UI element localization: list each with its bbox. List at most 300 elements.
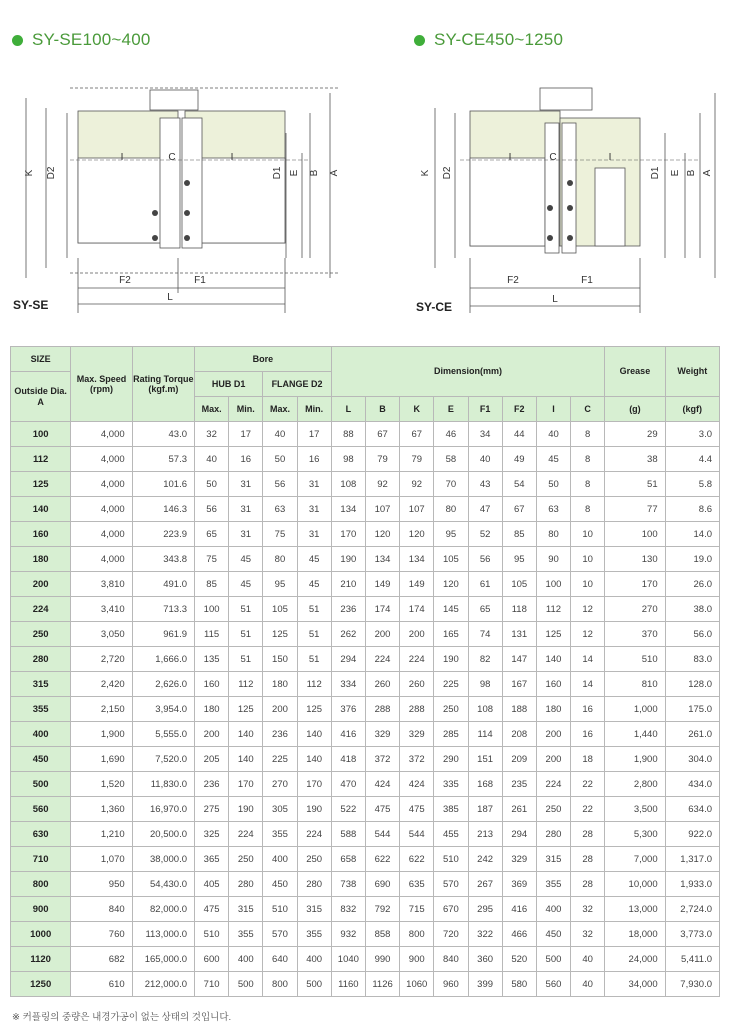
header-dimension: Dimension(mm): [331, 347, 605, 397]
table-cell: 329: [502, 847, 536, 872]
table-cell: 112: [536, 597, 570, 622]
dim-label-d2: D2: [46, 166, 57, 180]
table-cell: 46: [434, 422, 468, 447]
table-cell: 40: [536, 422, 570, 447]
table-cell: 5,300: [605, 822, 665, 847]
table-cell: 140: [536, 647, 570, 672]
table-cell: 61: [468, 572, 502, 597]
table-cell: 690: [365, 872, 399, 897]
dim-label-a: A: [702, 169, 713, 177]
size-cell: 160: [11, 522, 71, 547]
header-weight: Weight: [665, 347, 719, 397]
table-cell: 149: [365, 572, 399, 597]
table-cell: 810: [605, 672, 665, 697]
table-cell: 160: [195, 672, 229, 697]
table-cell: 108: [331, 472, 365, 497]
header-grease-unit: (g): [605, 397, 665, 422]
table-cell: 200: [365, 622, 399, 647]
table-cell: 294: [331, 647, 365, 672]
table-row: [11, 847, 720, 872]
table-cell: 29: [605, 422, 665, 447]
table-cell: 2,800: [605, 772, 665, 797]
table-cell: 1,666.0: [132, 647, 194, 672]
table-cell: 45: [536, 447, 570, 472]
header-dim-e: E: [434, 397, 468, 422]
table-cell: 570: [434, 872, 468, 897]
size-cell: 180: [11, 547, 71, 572]
table-cell: 38,000.0: [132, 847, 194, 872]
table-cell: 28: [571, 847, 605, 872]
series-title-ce-text: SY-CE450~1250: [434, 30, 564, 49]
table-cell: 224: [536, 772, 570, 797]
table-cell: 54,430.0: [132, 872, 194, 897]
table-cell: 760: [71, 922, 132, 947]
header-size: SIZE: [11, 347, 71, 372]
table-cell: 600: [195, 947, 229, 972]
size-cell: 100: [11, 422, 71, 447]
table-cell: 67: [502, 497, 536, 522]
table-cell: 840: [71, 897, 132, 922]
table-cell: 90: [536, 547, 570, 572]
table-cell: 113,000.0: [132, 922, 194, 947]
table-cell: 682: [71, 947, 132, 972]
table-row: [11, 947, 720, 972]
table-cell: 334: [331, 672, 365, 697]
table-cell: 236: [195, 772, 229, 797]
table-cell: 105: [434, 547, 468, 572]
table-cell: 510: [434, 847, 468, 872]
table-cell: 112: [297, 672, 331, 697]
header-dim-c: C: [571, 397, 605, 422]
table-cell: 92: [400, 472, 434, 497]
table-cell: 424: [365, 772, 399, 797]
table-cell: 475: [365, 797, 399, 822]
table-cell: 82: [468, 647, 502, 672]
table-row: [11, 597, 720, 622]
table-cell: 325: [195, 822, 229, 847]
table-cell: 355: [536, 872, 570, 897]
table-cell: 105: [502, 572, 536, 597]
table-cell: 85: [195, 572, 229, 597]
size-cell: 1250: [11, 972, 71, 997]
table-cell: 180: [536, 697, 570, 722]
table-cell: 8: [571, 472, 605, 497]
table-cell: 250: [536, 797, 570, 822]
table-cell: 1,317.0: [665, 847, 719, 872]
table-cell: 43: [468, 472, 502, 497]
table-row: [11, 572, 720, 597]
table-cell: 65: [468, 597, 502, 622]
table-cell: 95: [502, 547, 536, 572]
table-cell: 290: [434, 747, 468, 772]
table-cell: 100: [195, 597, 229, 622]
bullet-dot-icon: [414, 35, 425, 46]
table-cell: 31: [229, 522, 263, 547]
table-cell: 2,724.0: [665, 897, 719, 922]
table-cell: 170: [331, 522, 365, 547]
table-cell: 1,360: [71, 797, 132, 822]
table-cell: 125: [297, 697, 331, 722]
header-hub-min: Min.: [229, 397, 263, 422]
table-row: [11, 622, 720, 647]
table-cell: 544: [400, 822, 434, 847]
table-cell: 19.0: [665, 547, 719, 572]
table-cell: 4,000: [71, 522, 132, 547]
table-cell: 50: [195, 472, 229, 497]
size-cell: 355: [11, 697, 71, 722]
table-cell: 49: [502, 447, 536, 472]
table-cell: 80: [263, 547, 297, 572]
table-cell: 34: [468, 422, 502, 447]
table-cell: 190: [229, 797, 263, 822]
table-cell: 236: [263, 722, 297, 747]
table-cell: 275: [195, 797, 229, 822]
table-cell: 190: [331, 547, 365, 572]
table-cell: 434.0: [665, 772, 719, 797]
table-cell: 7,520.0: [132, 747, 194, 772]
size-cell: 450: [11, 747, 71, 772]
table-cell: 40: [195, 447, 229, 472]
table-cell: 250: [229, 847, 263, 872]
table-cell: 31: [229, 497, 263, 522]
table-cell: 3,500: [605, 797, 665, 822]
size-cell: 1120: [11, 947, 71, 972]
dim-label-f2: F2: [507, 275, 519, 286]
table-cell: 20,500.0: [132, 822, 194, 847]
table-cell: 12: [571, 597, 605, 622]
table-cell: 65: [195, 522, 229, 547]
table-cell: 715: [400, 897, 434, 922]
table-cell: 209: [502, 747, 536, 772]
table-cell: 11,830.0: [132, 772, 194, 797]
table-cell: 187: [468, 797, 502, 822]
table-cell: 167: [502, 672, 536, 697]
table-cell: 360: [468, 947, 502, 972]
size-cell: 800: [11, 872, 71, 897]
table-cell: 369: [502, 872, 536, 897]
table-cell: 10: [571, 547, 605, 572]
table-row: [11, 522, 720, 547]
table-cell: 610: [71, 972, 132, 997]
table-cell: 168: [468, 772, 502, 797]
header-dim-l: L: [331, 397, 365, 422]
dim-label-k: K: [24, 169, 35, 177]
dim-label-d1: D1: [650, 166, 661, 180]
table-cell: 544: [365, 822, 399, 847]
table-cell: 800: [400, 922, 434, 947]
table-cell: 315: [536, 847, 570, 872]
table-cell: 280: [229, 872, 263, 897]
table-cell: 5,555.0: [132, 722, 194, 747]
coupling-diagram-se: [10, 78, 355, 323]
table-cell: 17: [229, 422, 263, 447]
table-cell: 1160: [331, 972, 365, 997]
table-cell: 900: [400, 947, 434, 972]
diagram-label-ce: SY-CE: [416, 300, 453, 314]
table-cell: 800: [263, 972, 297, 997]
table-cell: 190: [297, 797, 331, 822]
table-cell: 50: [536, 472, 570, 497]
table-cell: 170: [605, 572, 665, 597]
table-cell: 45: [229, 547, 263, 572]
table-cell: 2,720: [71, 647, 132, 672]
size-cell: 112: [11, 447, 71, 472]
table-cell: 570: [263, 922, 297, 947]
table-cell: 128.0: [665, 672, 719, 697]
table-cell: 400: [229, 947, 263, 972]
table-cell: 1060: [400, 972, 434, 997]
table-row: [11, 672, 720, 697]
table-cell: 51: [229, 647, 263, 672]
table-cell: 372: [365, 747, 399, 772]
table-cell: 79: [365, 447, 399, 472]
table-cell: 98: [468, 672, 502, 697]
table-cell: 22: [571, 797, 605, 822]
table-cell: 170: [297, 772, 331, 797]
table-cell: 79: [400, 447, 434, 472]
table-cell: 224: [365, 647, 399, 672]
table-cell: 315: [229, 897, 263, 922]
table-cell: 24,000: [605, 947, 665, 972]
table-cell: 634.0: [665, 797, 719, 822]
series-title-se: [12, 30, 151, 50]
header-dim-i: I: [536, 397, 570, 422]
table-cell: 588: [331, 822, 365, 847]
table-cell: 1,210: [71, 822, 132, 847]
table-cell: 510: [263, 897, 297, 922]
table-cell: 38: [605, 447, 665, 472]
table-cell: 175.0: [665, 697, 719, 722]
dim-label-i-right: I: [230, 152, 234, 163]
header-flange-max: Max.: [263, 397, 297, 422]
table-cell: 125: [536, 622, 570, 647]
table-cell: 200: [263, 697, 297, 722]
table-cell: 174: [365, 597, 399, 622]
table-cell: 10: [571, 522, 605, 547]
table-row: [11, 747, 720, 772]
table-row: [11, 722, 720, 747]
size-cell: 250: [11, 622, 71, 647]
table-cell: 45: [297, 572, 331, 597]
table-cell: 100: [605, 522, 665, 547]
table-cell: 522: [331, 797, 365, 822]
size-cell: 200: [11, 572, 71, 597]
table-cell: 223.9: [132, 522, 194, 547]
table-row: [11, 497, 720, 522]
table-cell: 335: [434, 772, 468, 797]
table-cell: 329: [400, 722, 434, 747]
table-cell: 112: [229, 672, 263, 697]
table-cell: 560: [536, 972, 570, 997]
table-cell: 2,626.0: [132, 672, 194, 697]
table-cell: 225: [263, 747, 297, 772]
table-row: [11, 447, 720, 472]
table-cell: 160: [536, 672, 570, 697]
table-cell: 140: [297, 722, 331, 747]
table-cell: 3,810: [71, 572, 132, 597]
table-cell: 190: [434, 647, 468, 672]
table-cell: 450: [263, 872, 297, 897]
table-cell: 640: [263, 947, 297, 972]
table-cell: 88: [331, 422, 365, 447]
table-cell: 170: [229, 772, 263, 797]
table-cell: 151: [468, 747, 502, 772]
table-cell: 416: [502, 897, 536, 922]
dim-label-f1: F1: [581, 275, 593, 286]
table-cell: 165,000.0: [132, 947, 194, 972]
table-cell: 322: [468, 922, 502, 947]
table-cell: 250: [297, 847, 331, 872]
dim-label-i-right: I: [608, 152, 612, 163]
table-cell: 13,000: [605, 897, 665, 922]
table-cell: 355: [297, 922, 331, 947]
table-cell: 188: [502, 697, 536, 722]
dim-label-a: A: [329, 169, 340, 177]
table-cell: 1,520: [71, 772, 132, 797]
table-cell: 134: [400, 547, 434, 572]
table-cell: 10: [571, 572, 605, 597]
table-cell: 500: [536, 947, 570, 972]
table-cell: 26.0: [665, 572, 719, 597]
table-cell: 4,000: [71, 422, 132, 447]
table-cell: 280: [297, 872, 331, 897]
table-cell: 51: [297, 597, 331, 622]
table-cell: 14: [571, 672, 605, 697]
table-cell: 28: [571, 822, 605, 847]
table-cell: 40: [468, 447, 502, 472]
table-cell: 45: [297, 547, 331, 572]
table-cell: 858: [365, 922, 399, 947]
header-torque: Rating Torque (kgf.m): [132, 347, 194, 422]
table-cell: 400: [263, 847, 297, 872]
dim-label-f2: F2: [119, 275, 131, 286]
table-cell: 31: [297, 472, 331, 497]
table-row: [11, 797, 720, 822]
table-cell: 4,000: [71, 447, 132, 472]
table-cell: 2,150: [71, 697, 132, 722]
table-cell: 329: [365, 722, 399, 747]
table-cell: 510: [195, 922, 229, 947]
table-cell: 4,000: [71, 472, 132, 497]
table-cell: 98: [331, 447, 365, 472]
table-cell: 31: [229, 472, 263, 497]
table-cell: 51: [297, 647, 331, 672]
table-cell: 658: [331, 847, 365, 872]
table-cell: 58: [434, 447, 468, 472]
table-cell: 67: [365, 422, 399, 447]
table-cell: 343.8: [132, 547, 194, 572]
dim-label-b: B: [309, 169, 320, 177]
size-cell: 280: [11, 647, 71, 672]
table-row: [11, 822, 720, 847]
dim-label-e: E: [289, 169, 300, 177]
table-cell: 10,000: [605, 872, 665, 897]
table-cell: 95: [263, 572, 297, 597]
header-weight-unit: (kgf): [665, 397, 719, 422]
table-cell: 261: [502, 797, 536, 822]
table-cell: 120: [434, 572, 468, 597]
table-cell: 1126: [365, 972, 399, 997]
dim-label-d2: D2: [442, 166, 453, 180]
table-cell: 180: [195, 697, 229, 722]
table-cell: 365: [195, 847, 229, 872]
table-cell: 56: [263, 472, 297, 497]
header-hub-d1: HUB D1: [195, 372, 263, 397]
table-cell: 205: [195, 747, 229, 772]
table-cell: 710: [195, 972, 229, 997]
table-cell: 45: [229, 572, 263, 597]
table-cell: 150: [263, 647, 297, 672]
table-cell: 270: [263, 772, 297, 797]
table-cell: 83.0: [665, 647, 719, 672]
spec-table: [10, 346, 720, 997]
table-cell: 720: [434, 922, 468, 947]
header-outside-dia: Outside Dia. A: [11, 372, 71, 422]
table-cell: 267: [468, 872, 502, 897]
table-cell: 16,970.0: [132, 797, 194, 822]
size-cell: 224: [11, 597, 71, 622]
table-cell: 418: [331, 747, 365, 772]
table-cell: 52: [468, 522, 502, 547]
table-cell: 145: [434, 597, 468, 622]
table-cell: 51: [229, 622, 263, 647]
table-cell: 210: [331, 572, 365, 597]
table-cell: 34,000: [605, 972, 665, 997]
table-cell: 280: [536, 822, 570, 847]
table-cell: 932: [331, 922, 365, 947]
table-cell: 14.0: [665, 522, 719, 547]
bullet-dot-icon: [12, 35, 23, 46]
table-row: [11, 472, 720, 497]
table-cell: 622: [400, 847, 434, 872]
table-cell: 294: [502, 822, 536, 847]
table-cell: 950: [71, 872, 132, 897]
table-cell: 40: [571, 972, 605, 997]
table-cell: 288: [400, 697, 434, 722]
table-cell: 146.3: [132, 497, 194, 522]
table-cell: 8: [571, 422, 605, 447]
size-cell: 400: [11, 722, 71, 747]
table-cell: 16: [571, 697, 605, 722]
table-row: [11, 547, 720, 572]
table-row: [11, 772, 720, 797]
dim-label-e: E: [670, 169, 681, 177]
dim-label-l: L: [167, 292, 173, 303]
table-cell: 500: [297, 972, 331, 997]
table-cell: 225: [434, 672, 468, 697]
table-cell: 372: [400, 747, 434, 772]
table-cell: 47: [468, 497, 502, 522]
table-cell: 1,070: [71, 847, 132, 872]
table-cell: 580: [502, 972, 536, 997]
table-cell: 260: [365, 672, 399, 697]
table-row: [11, 697, 720, 722]
table-cell: 385: [434, 797, 468, 822]
table-cell: 38.0: [665, 597, 719, 622]
table-cell: 635: [400, 872, 434, 897]
table-cell: 304.0: [665, 747, 719, 772]
table-cell: 3,050: [71, 622, 132, 647]
table-cell: 416: [331, 722, 365, 747]
table-cell: 16: [229, 447, 263, 472]
table-cell: 149: [400, 572, 434, 597]
table-cell: 200: [536, 722, 570, 747]
table-cell: 922.0: [665, 822, 719, 847]
table-cell: 134: [331, 497, 365, 522]
table-cell: 22: [571, 772, 605, 797]
header-dim-f2: F2: [502, 397, 536, 422]
header-dim-b: B: [365, 397, 399, 422]
